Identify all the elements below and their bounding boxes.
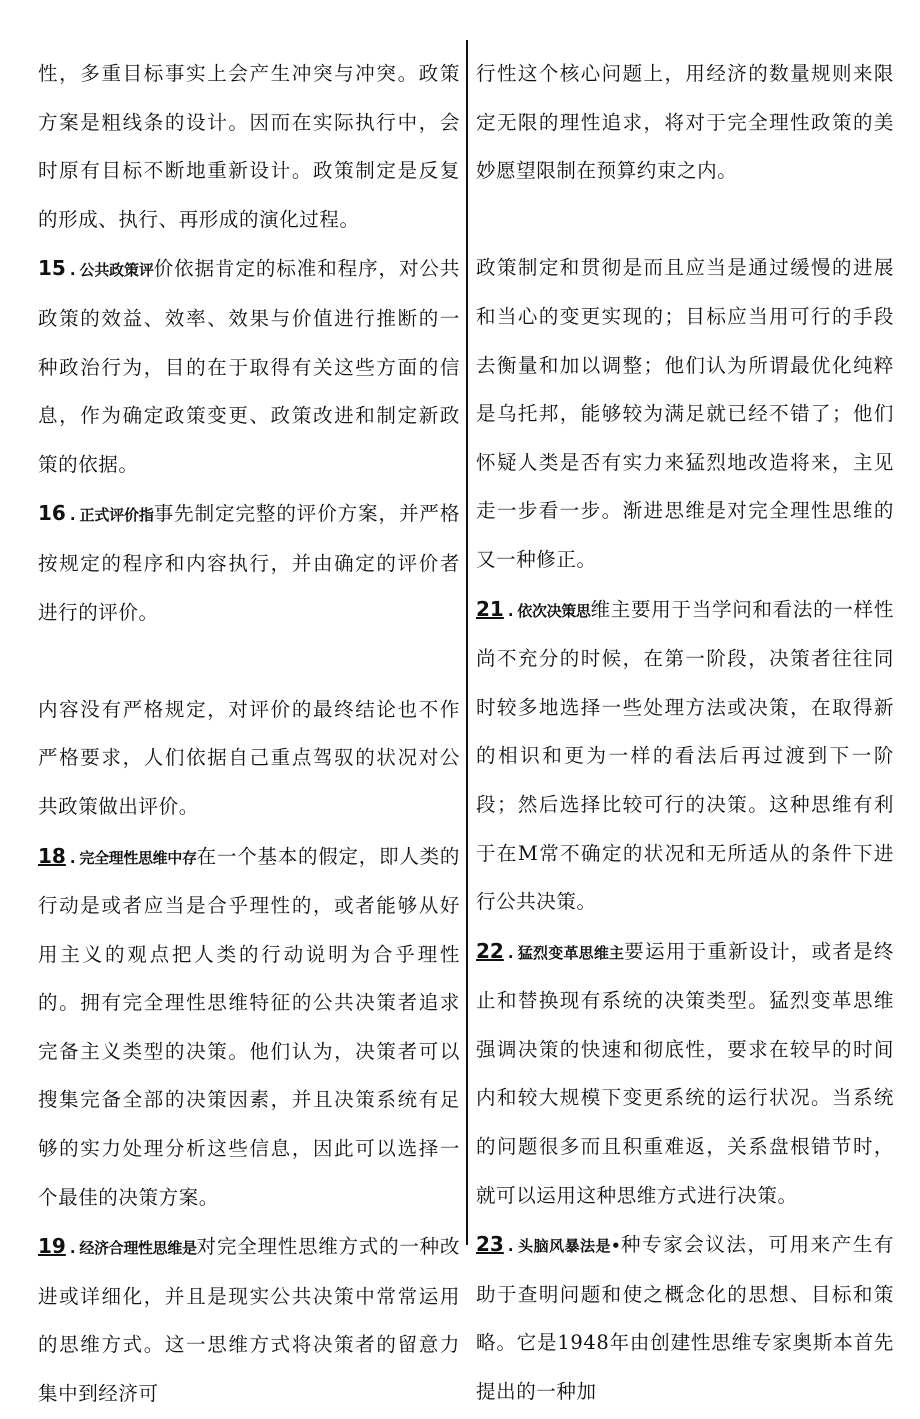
item-18: 18 . 完全理性思维中存在一个基本的假定，即人类的行动是或者应当是合乎理性的，或者能够从好用主义的观点把人类的行动说明为合乎理性的。拥有完全理性思维特征的公共决策者追求完备主义类型的决策。他们认为，决策者可以搜集完备全部的决策因素，并且决策系统有足够的实力处理分析这些信息，因此可以选择一个最佳的决策方案。	[38, 843, 460, 1209]
item-22: 22 . 猛烈变革思维主要运用于重新设计，或者是终止和替换现有系统的决策类型。猛烈变革思维强调决策的快速和彻底性，要求在较早的时间内和较大规模下变更系统的运行状况。当系统的问题很多而且积重难返，关系盘根错节时，就可以运用这种思维方式进行决策。	[476, 938, 894, 1207]
item-text: 维主要用于当学问和看法的一样性尚不充分的时候，在第一阶段，决策者往往同时较多地选择一些处理方法或决策，在取得新的相识和更为一样的看法后再过渡到下一阶段；然后选择比较可行的决策。这种思维有利于在M常不确定的状况和无所适从的条件下进行公共决策。	[476, 597, 894, 914]
column-divider	[466, 40, 468, 1245]
item-19: 19 . 经济合理性思维是对完全理性思维方式的一种改进或详细化，并且是现实公共决策中常常运用的思维方式。这一思维方式将决策者的留意力集中到经济可	[38, 1234, 460, 1406]
term-label: 依次决策思	[517, 601, 591, 620]
item-text: 事先制定完整的评价方案，并严格按规定的程序和内容执行，并由确定的评价者进行的评价。	[38, 502, 460, 624]
paragraph-17: 内容没有严格规定，对评价的最终结论也不作严格要求，人们依据自己重点驾驭的状况对公共政策做出评价。	[38, 697, 460, 818]
item-text: 种专家会议法，可用来产生有助于查明问题和使之概念化的思想、目标和策略。它是1948年由创建性思维专家奥斯本首先提出的一种加	[476, 1233, 894, 1404]
item-number: 15	[38, 256, 66, 281]
term-label: 猛烈变革思维主	[517, 943, 625, 962]
item-21: 21 . 依次决策思维主要用于当学问和看法的一样性尚不充分的时候，在第一阶段，决策者往往同时较多地选择一些处理方法或决策，在取得新的相识和更为一样的看法后再过渡到下一阶段；然后选择比较可行的决策。这种思维有利于在M常不确定的状况和无所适从的条件下进行公共决策。	[476, 596, 894, 914]
item-number: 23	[476, 1232, 504, 1257]
item-number: 16	[38, 501, 66, 526]
term-label: 正式评价指	[79, 506, 154, 525]
term-label: 完全理性思维中存	[79, 848, 197, 867]
left-column	[38, 50, 460, 1419]
item-16: 16 . 正式评价指事先制定完整的评价方案，并严格按规定的程序和内容执行，并由确定的评价者进行的评价。	[38, 501, 460, 624]
item-text: 要运用于重新设计，或者是终止和替换现有系统的决策类型。猛烈变革思维强调决策的快速和彻底性，要求在较早的时间内和较大规模下变更系统的运行状况。当系统的问题很多而且积重难返，关系盘根错节时，就可以运用这种思维方式进行决策。	[476, 939, 894, 1207]
item-15: 15 . 公共政策评价依据肯定的标准和程序，对公共政策的效益、效率、效果与价值进行推断的一种政治行为，目的在于取得有关这些方面的信息，作为确定政策变更、政策改进和制定新政策的依据。	[38, 256, 460, 476]
paragraph-20: 政策制定和贯彻是而且应当是通过缓慢的进展和当心的变更实现的；目标应当用可行的手段去衡量和加以调整；他们认为所谓最优化纯粹是乌托邦，能够较为满足就已经不错了；他们怀疑人类是否有实力来猛烈地改造将来，主见走一步看一步。渐进思维是对完全理性思维的又一种修正。	[476, 256, 894, 571]
term-label: 公共政策评	[79, 261, 154, 280]
right-column	[476, 50, 894, 1417]
paragraph-continuation: 性，多重目标事实上会产生冲突与冲突。政策方案是粗线条的设计。因而在实际执行中，会时原有目标不断地重新设计。政策制定是反复的形成、执行、再形成的演化过程。	[38, 62, 460, 231]
paragraph-continuation: 行性这个核心问题上，用经济的数量规则来限定无限的理性追求，将对于完全理性政策的美妙愿望限制在预算约束之内。	[476, 62, 894, 183]
item-text: 在一个基本的假定，即人类的行动是或者应当是合乎理性的，或者能够从好用主义的观点把人类的行动说明为合乎理性的。拥有完全理性思维特征的公共决策者追求完备主义类型的决策。他们认为，决策者可以搜集完备全部的决策因素，并且决策系统有足够的实力处理分析这些信息，因此可以选择一个最佳的决策方案。	[38, 844, 460, 1209]
item-number: 18	[38, 843, 66, 868]
item-number: 22	[476, 938, 504, 963]
item-text: 价依据肯定的标准和程序，对公共政策的效益、效率、效果与价值进行推断的一种政治行为，目的在于取得有关这些方面的信息，作为确定政策变更、政策改进和制定新政策的依据。	[38, 257, 460, 476]
item-number: 21	[476, 596, 504, 621]
item-number: 19	[38, 1234, 66, 1259]
term-label: 经济合理性思维是	[79, 1239, 197, 1258]
term-label: 头脑风暴法是•	[517, 1237, 621, 1256]
item-text: 对完全理性思维方式的一种改进或详细化，并且是现实公共决策中常常运用的思维方式。这一思维方式将决策者的留意力集中到经济可	[38, 1235, 460, 1406]
item-23: 23 . 头脑风暴法是•种专家会议法，可用来产生有助于查明问题和使之概念化的思想、目标和策略。它是1948年由创建性思维专家奥斯本首先提出的一种加	[476, 1232, 894, 1404]
